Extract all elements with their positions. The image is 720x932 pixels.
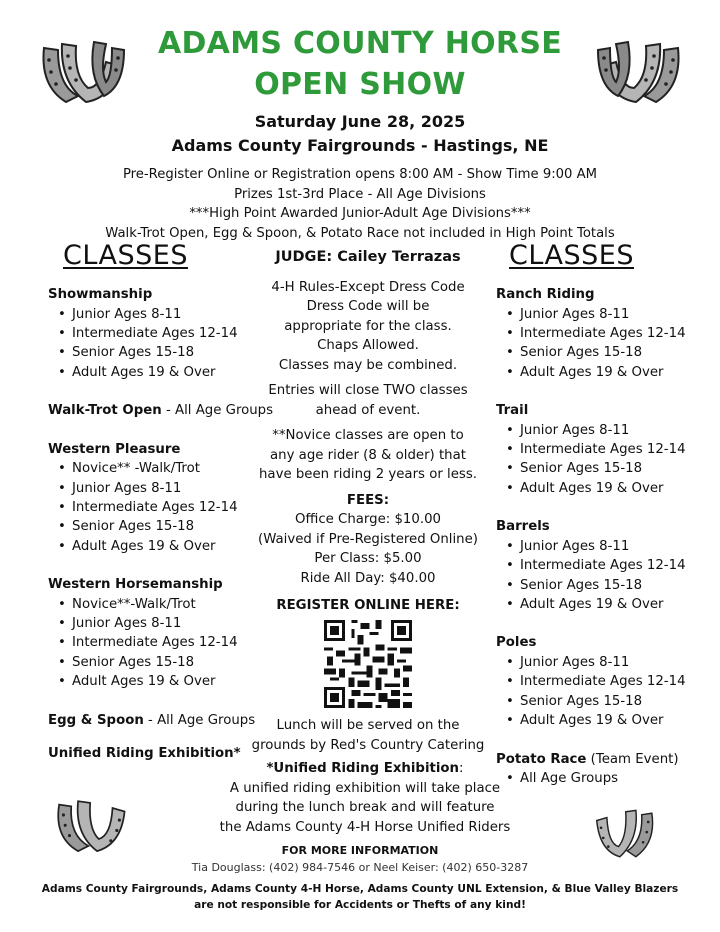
list-item: • Adult Ages 19 & Over: [496, 363, 716, 382]
class-list: [496, 305, 716, 383]
list-item: • Junior Ages 8-11: [496, 305, 716, 324]
page-title-line2: OPEN SHOW: [254, 67, 466, 102]
list-item: • Intermediate Ages 12-14: [496, 440, 716, 459]
list-item: • Junior Ages 8-11: [496, 653, 716, 672]
qr-code[interactable]: [324, 620, 412, 708]
list-item: • Senior Ages 15-18: [48, 653, 278, 672]
event-location: Adams County Fairgrounds - Hastings, NE: [171, 136, 549, 155]
list-item: • All Age Groups: [496, 769, 716, 788]
rules-line: Chaps Allowed.: [317, 338, 419, 353]
info-line: Walk-Trot Open, Egg & Spoon, & Potato Race not included in High Point Totals: [105, 225, 615, 241]
info-line: Pre-Register Online or Registration opens 8:00 AM - Show Time 9:00 AM: [122, 167, 598, 182]
list-item: • Novice** -Walk/Trot: [48, 459, 278, 478]
list-item: • Junior Ages 8-11: [496, 421, 716, 440]
unified-colon: :: [459, 761, 464, 776]
list-item: • Adult Ages 19 & Over: [496, 595, 716, 614]
category-western-horsemanship: Western Horsemanship: [48, 577, 223, 593]
category-barrels: Barrels: [496, 519, 550, 535]
category-name: Potato Race: [496, 751, 587, 767]
fee-line: Ride All Day: $40.00: [300, 570, 436, 586]
list-item: • Senior Ages 15-18: [496, 343, 716, 362]
class-list: [496, 421, 716, 499]
list-item: • Intermediate Ages 12-14: [48, 633, 278, 652]
list-item: • Senior Ages 15-18: [496, 576, 716, 595]
info-line: Prizes 1st-3rd Place - All Age Divisions: [234, 186, 486, 202]
class-list: [496, 537, 716, 615]
category-egg-spoon: [48, 711, 278, 731]
list-item: • Junior Ages 8-11: [48, 305, 278, 324]
unified-title: *Unified Riding Exhibition: [266, 761, 460, 776]
contacts: Tia Douglass: (402) 984-7546 or Neel Keiser: (402) 650-3287: [191, 861, 529, 874]
event-date: Saturday June 28, 2025: [254, 112, 466, 131]
list-item: • Junior Ages 8-11: [48, 479, 278, 498]
list-item: • Intermediate Ages 12-14: [48, 324, 278, 343]
category-potato-race: [496, 750, 716, 770]
disclaimer: [0, 881, 720, 913]
unified-line: during the lunch break and will feature: [235, 800, 495, 815]
fee-line: (Waived if Pre-Registered Online): [258, 531, 478, 547]
novice-line: any age rider (8 & older) that: [270, 447, 466, 463]
rules-line: appropriate for the class.: [284, 318, 452, 334]
class-list: [496, 769, 716, 788]
category-trail: Trail: [496, 403, 529, 419]
more-info-heading: FOR MORE INFORMATION: [281, 844, 439, 857]
category-walk-trot: [48, 401, 278, 421]
center-column: [248, 248, 488, 616]
entries-line: Entries will close TWO classes: [268, 383, 468, 398]
register-label: REGISTER ONLINE HERE:: [276, 598, 460, 613]
entries-line: ahead of event.: [315, 402, 421, 418]
category-note: - All Age Groups: [143, 712, 256, 728]
novice-line: **Novice classes are open to: [272, 428, 464, 443]
lunch-line: grounds by Red's Country Catering: [251, 737, 485, 753]
lunch-note: [248, 716, 488, 755]
category-name: Egg & Spoon: [48, 712, 144, 728]
list-item: • Senior Ages 15-18: [48, 343, 278, 362]
fee-line: Per Class: $5.00: [314, 551, 422, 566]
list-item: • Senior Ages 15-18: [48, 517, 278, 536]
category-note: (Team Event): [586, 751, 679, 767]
category-western-pleasure: Western Pleasure: [48, 441, 181, 457]
category-name: Walk-Trot Open: [48, 403, 162, 419]
disclaimer-line: are not responsible for Accidents or Thefts of any kind!: [194, 899, 526, 911]
novice-line: have been riding 2 years or less.: [259, 467, 477, 482]
left-classes: [48, 285, 278, 764]
rules-line: 4-H Rules-Except Dress Code: [271, 279, 465, 295]
right-classes: [496, 285, 716, 788]
list-item: • Intermediate Ages 12-14: [48, 498, 278, 517]
list-item: • Adult Ages 19 & Over: [496, 711, 716, 730]
category-poles: Poles: [496, 635, 537, 651]
class-list: [496, 653, 716, 731]
fees-title: FEES:: [346, 492, 390, 508]
list-item: • Junior Ages 8-11: [48, 614, 278, 633]
info-line: ***High Point Awarded Junior-Adult Age Divisions***: [189, 206, 531, 221]
info-block: [0, 165, 720, 243]
category-showmanship: Showmanship: [48, 287, 153, 302]
list-item: • Intermediate Ages 12-14: [496, 672, 716, 691]
unified-line: A unified riding exhibition will take place: [229, 780, 501, 796]
lunch-line: Lunch will be served on the: [276, 718, 460, 733]
rules-line: Dress Code will be: [306, 299, 430, 314]
disclaimer-line: Adams County Fairgrounds, Adams County 4-H Horse, Adams County UNL Extension, & Blue Valley Blazers: [41, 883, 679, 895]
list-item: • Novice**-Walk/Trot: [48, 595, 278, 614]
list-item: • Adult Ages 19 & Over: [48, 672, 278, 691]
classes-heading-right: CLASSES: [509, 240, 634, 271]
class-list: [48, 459, 278, 556]
list-item: • Junior Ages 8-11: [496, 537, 716, 556]
list-item: • Intermediate Ages 12-14: [496, 556, 716, 575]
class-list: [48, 595, 278, 692]
category-unified: Unified Riding Exhibition*: [48, 746, 241, 762]
list-item: • Adult Ages 19 & Over: [496, 479, 716, 498]
list-item: • Senior Ages 15-18: [496, 692, 716, 711]
fee-line: Office Charge: $10.00: [295, 512, 441, 527]
page-title: ADAMS COUNTY HORSE: [157, 26, 563, 61]
category-ranch-riding: Ranch Riding: [496, 287, 595, 302]
rules-line: Classes may be combined.: [278, 357, 458, 373]
class-list: [48, 305, 278, 383]
judge: JUDGE: Cailey Terrazas: [275, 249, 461, 265]
list-item: • Intermediate Ages 12-14: [496, 324, 716, 343]
unified-line: the Adams County 4-H Horse Unified Riders: [219, 819, 511, 835]
list-item: • Adult Ages 19 & Over: [48, 363, 278, 382]
list-item: • Adult Ages 19 & Over: [48, 537, 278, 556]
category-note: - All Age Groups: [161, 403, 274, 419]
unified-note: [190, 759, 540, 837]
classes-heading-left: CLASSES: [63, 240, 188, 271]
list-item: • Senior Ages 15-18: [496, 459, 716, 478]
